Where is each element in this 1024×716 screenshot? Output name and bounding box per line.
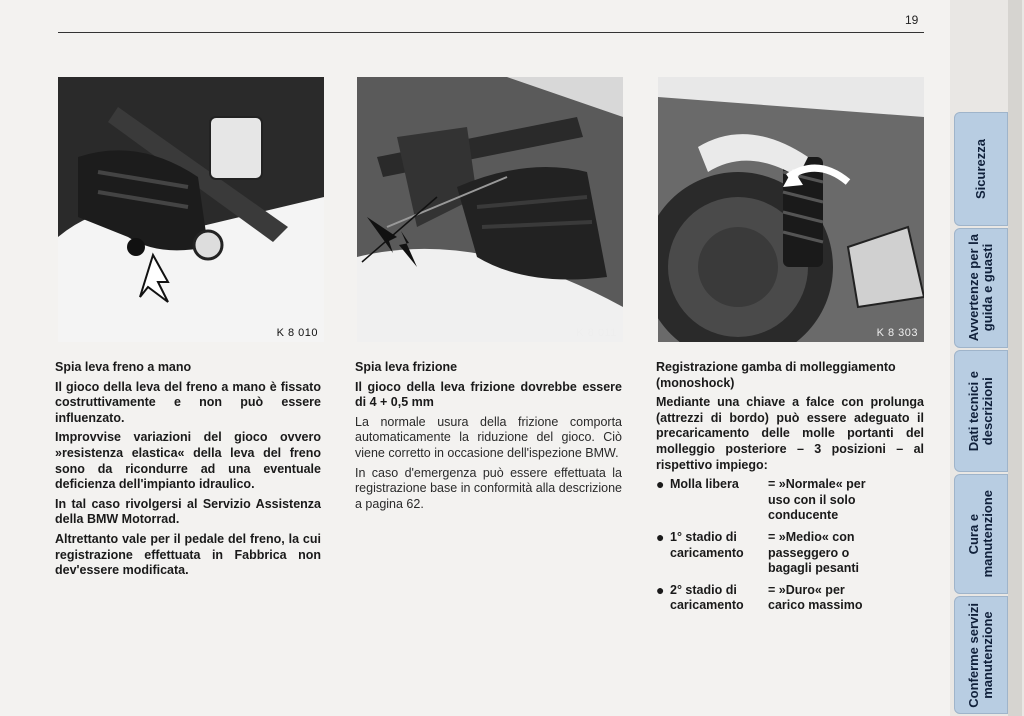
column-brake-lever bbox=[55, 360, 321, 583]
tab-sicurezza[interactable] bbox=[954, 112, 1008, 226]
photo-monoshock bbox=[658, 77, 924, 342]
paragraph: La normale usura della frizione comporta automaticamente la riduzione del gioco. Ciò viene corretto in occasione dell'ispezione BMW. bbox=[355, 414, 622, 460]
list-item-value: = »Medio« con passeggero o bagagli pesanti bbox=[768, 529, 859, 576]
paragraph: Il gioco della leva del freno a mano è fissato costruttivamente e non può essere influenzato. bbox=[55, 379, 321, 425]
column-monoshock bbox=[656, 360, 924, 620]
paragraph: In tal caso rivolgersi al Servizio Assistenza della BMW Motorrad. bbox=[55, 496, 321, 527]
tab-dati-tecnici[interactable] bbox=[954, 350, 1008, 472]
tab-label: Cura e manutenzione bbox=[966, 490, 995, 578]
bullet-icon: ● bbox=[656, 476, 665, 493]
page-number: 19 bbox=[905, 13, 919, 27]
list-item-label: 1° stadio di caricamento bbox=[670, 529, 744, 560]
thumb-index bbox=[950, 0, 1024, 716]
paragraph: In caso d'emergenza può essere effettuata la registrazione base in conformità alla descrizione a pagina 62. bbox=[355, 465, 622, 511]
tab-label: Conferme servizi manutenzione bbox=[966, 602, 995, 708]
preload-list bbox=[656, 477, 924, 614]
list-item-value: = »Normale« per uso con il solo conducente bbox=[768, 477, 866, 523]
header-rule bbox=[58, 32, 924, 33]
paragraph: Il gioco della leva frizione dovrebbe essere di 4 + 0,5 mm bbox=[355, 379, 622, 410]
heading-monoshock: Registrazione gamba di molleggiamento (monoshock) bbox=[656, 360, 896, 390]
list-item bbox=[656, 530, 924, 577]
photo-label-1: K 8 010 bbox=[276, 327, 318, 339]
photo-brake-lever bbox=[58, 77, 324, 342]
page-edge bbox=[1008, 0, 1022, 716]
heading-brake-lever: Spia leva freno a mano bbox=[55, 360, 192, 374]
heading-clutch-lever: Spia leva frizione bbox=[355, 360, 458, 374]
tab-label: Sicurezza bbox=[973, 139, 988, 199]
list-item-label: 2° stadio di caricamento bbox=[670, 582, 744, 613]
tab-cura-manutenzione[interactable] bbox=[954, 474, 1008, 594]
paragraph: Mediante una chiave a falce con prolunga (attrezzi di bordo) può essere adeguato il precaricamento delle molle portanti del molleggio posteriore – 3 posizioni – al rispettivo impiego: bbox=[656, 395, 924, 472]
photo-label-3: K 8 303 bbox=[876, 327, 918, 339]
list-item bbox=[656, 477, 924, 524]
photo-clutch-lever bbox=[357, 77, 623, 342]
column-clutch-lever bbox=[355, 360, 622, 516]
tab-avvertenze[interactable] bbox=[954, 228, 1008, 348]
bullet-icon: ● bbox=[656, 581, 665, 598]
tab-conferme-servizi[interactable] bbox=[954, 596, 1008, 714]
list-item-label: Molla libera bbox=[670, 477, 739, 492]
bullet-icon: ● bbox=[656, 528, 665, 545]
tab-label: Dati tecnici e descrizioni bbox=[966, 370, 995, 452]
list-item-value: = »Duro« per carico massimo bbox=[768, 582, 863, 613]
paragraph: Altrettanto vale per il pedale del freno, la cui registrazione effettuata in Fabbrica non dev'essere modificata. bbox=[55, 531, 321, 578]
paragraph: Improvvise variazioni del gioco ovvero »resistenza elastica« della leva del freno sono da ricondurre ad una eventuale deficienza dell'impianto idraulico. bbox=[55, 430, 321, 492]
list-item bbox=[656, 583, 924, 614]
tab-label: Avvertenze per la guida e guasti bbox=[966, 234, 995, 342]
photo-label-2: K 8 011 bbox=[576, 327, 617, 339]
